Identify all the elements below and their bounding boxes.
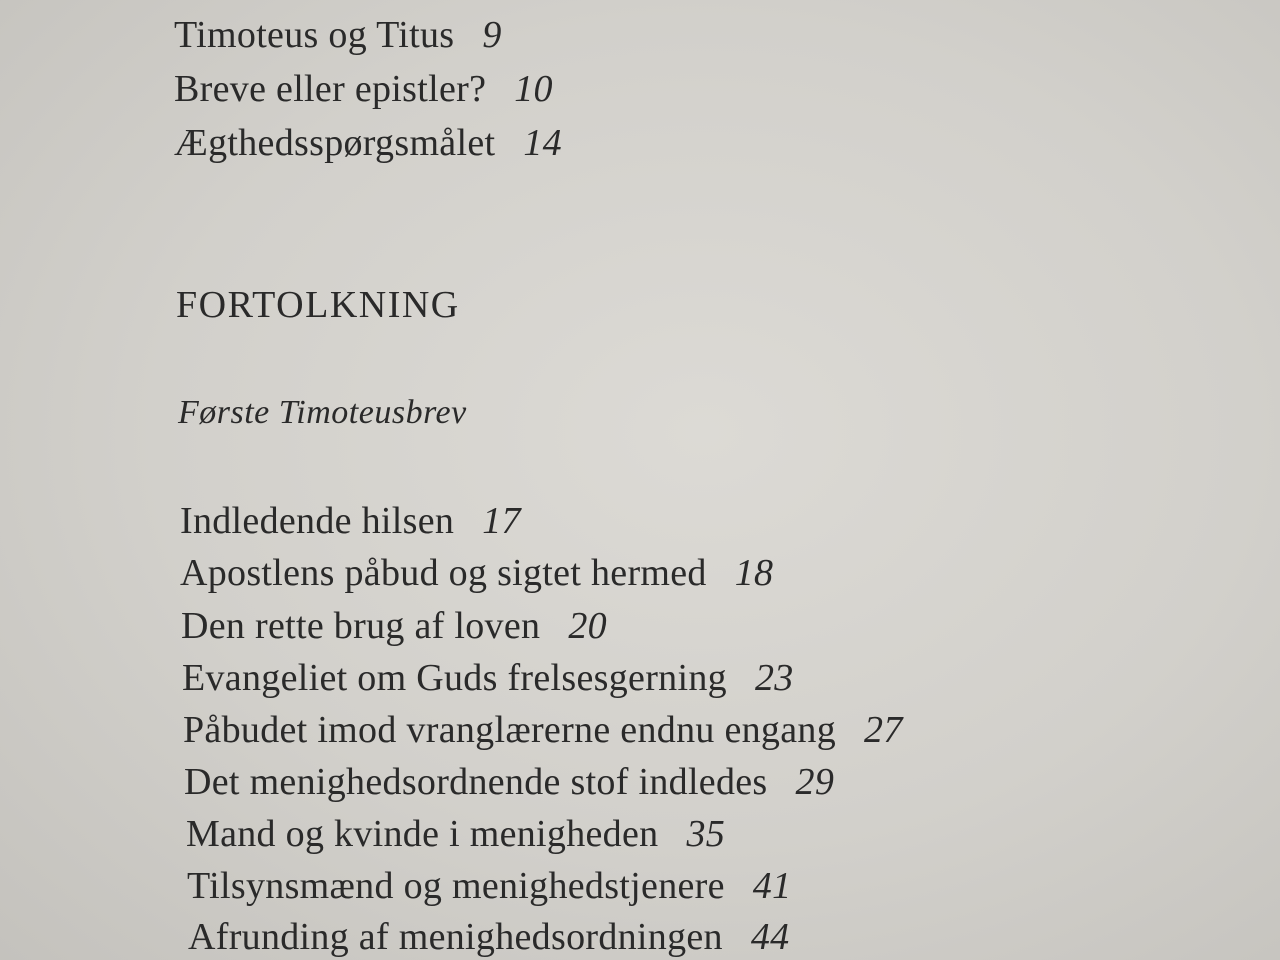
toc-entry-title: Breve eller epistler? (174, 68, 487, 110)
toc-entry-title: Påbudet imod vranglærerne endnu engang (183, 709, 837, 751)
toc-entry (184, 763, 834, 801)
toc-entry (174, 124, 562, 162)
toc-entry-title: Evangeliet om Guds frelsesgerning (182, 657, 727, 699)
toc-entry-page: 27 (864, 709, 903, 751)
toc-entry-page: 23 (754, 657, 794, 699)
toc-entry (187, 867, 791, 905)
toc-entry (183, 711, 903, 749)
toc-entry-title: Timoteus og Titus (174, 14, 455, 56)
toc-entry-page: 44 (750, 916, 790, 958)
toc-entry-title: Den rette brug af loven (181, 605, 541, 647)
toc-entry-title: Ægthedsspørgsmålet (174, 122, 496, 164)
toc-entry-page: 20 (568, 605, 607, 647)
toc-entry (180, 502, 521, 540)
toc-entry (180, 554, 773, 592)
toc-entry (186, 815, 725, 853)
toc-entry (181, 607, 607, 645)
toc-entry (182, 659, 794, 697)
toc-entry (174, 70, 553, 108)
toc-entry-page: 18 (734, 552, 774, 594)
toc-entry-page: 17 (482, 500, 521, 542)
toc-entry-page: 35 (686, 813, 726, 855)
toc-entry-page: 9 (482, 14, 502, 56)
toc-entry-title: Afrunding af menighedsordningen (188, 916, 723, 958)
toc-entry-page: 29 (795, 761, 835, 803)
toc-entry-page: 10 (514, 68, 553, 110)
toc-entry-title: Tilsynsmænd og menighedstjenere (187, 865, 725, 907)
toc-entry-page: 14 (523, 122, 562, 164)
toc-entry-title: Det menighedsordnende stof indledes (184, 761, 768, 803)
toc-entry (174, 16, 502, 54)
section-heading: FORTOLKNING (176, 284, 460, 326)
toc-entry-title: Indledende hilsen (180, 500, 455, 542)
toc-entry-title: Mand og kvinde i menigheden (186, 813, 659, 855)
toc-entry-page: 41 (752, 865, 792, 907)
section-subheading: Første Timoteusbrev (178, 394, 467, 431)
toc-entry (188, 918, 789, 956)
toc-entry-title: Apostlens påbud og sigtet hermed (180, 552, 707, 594)
